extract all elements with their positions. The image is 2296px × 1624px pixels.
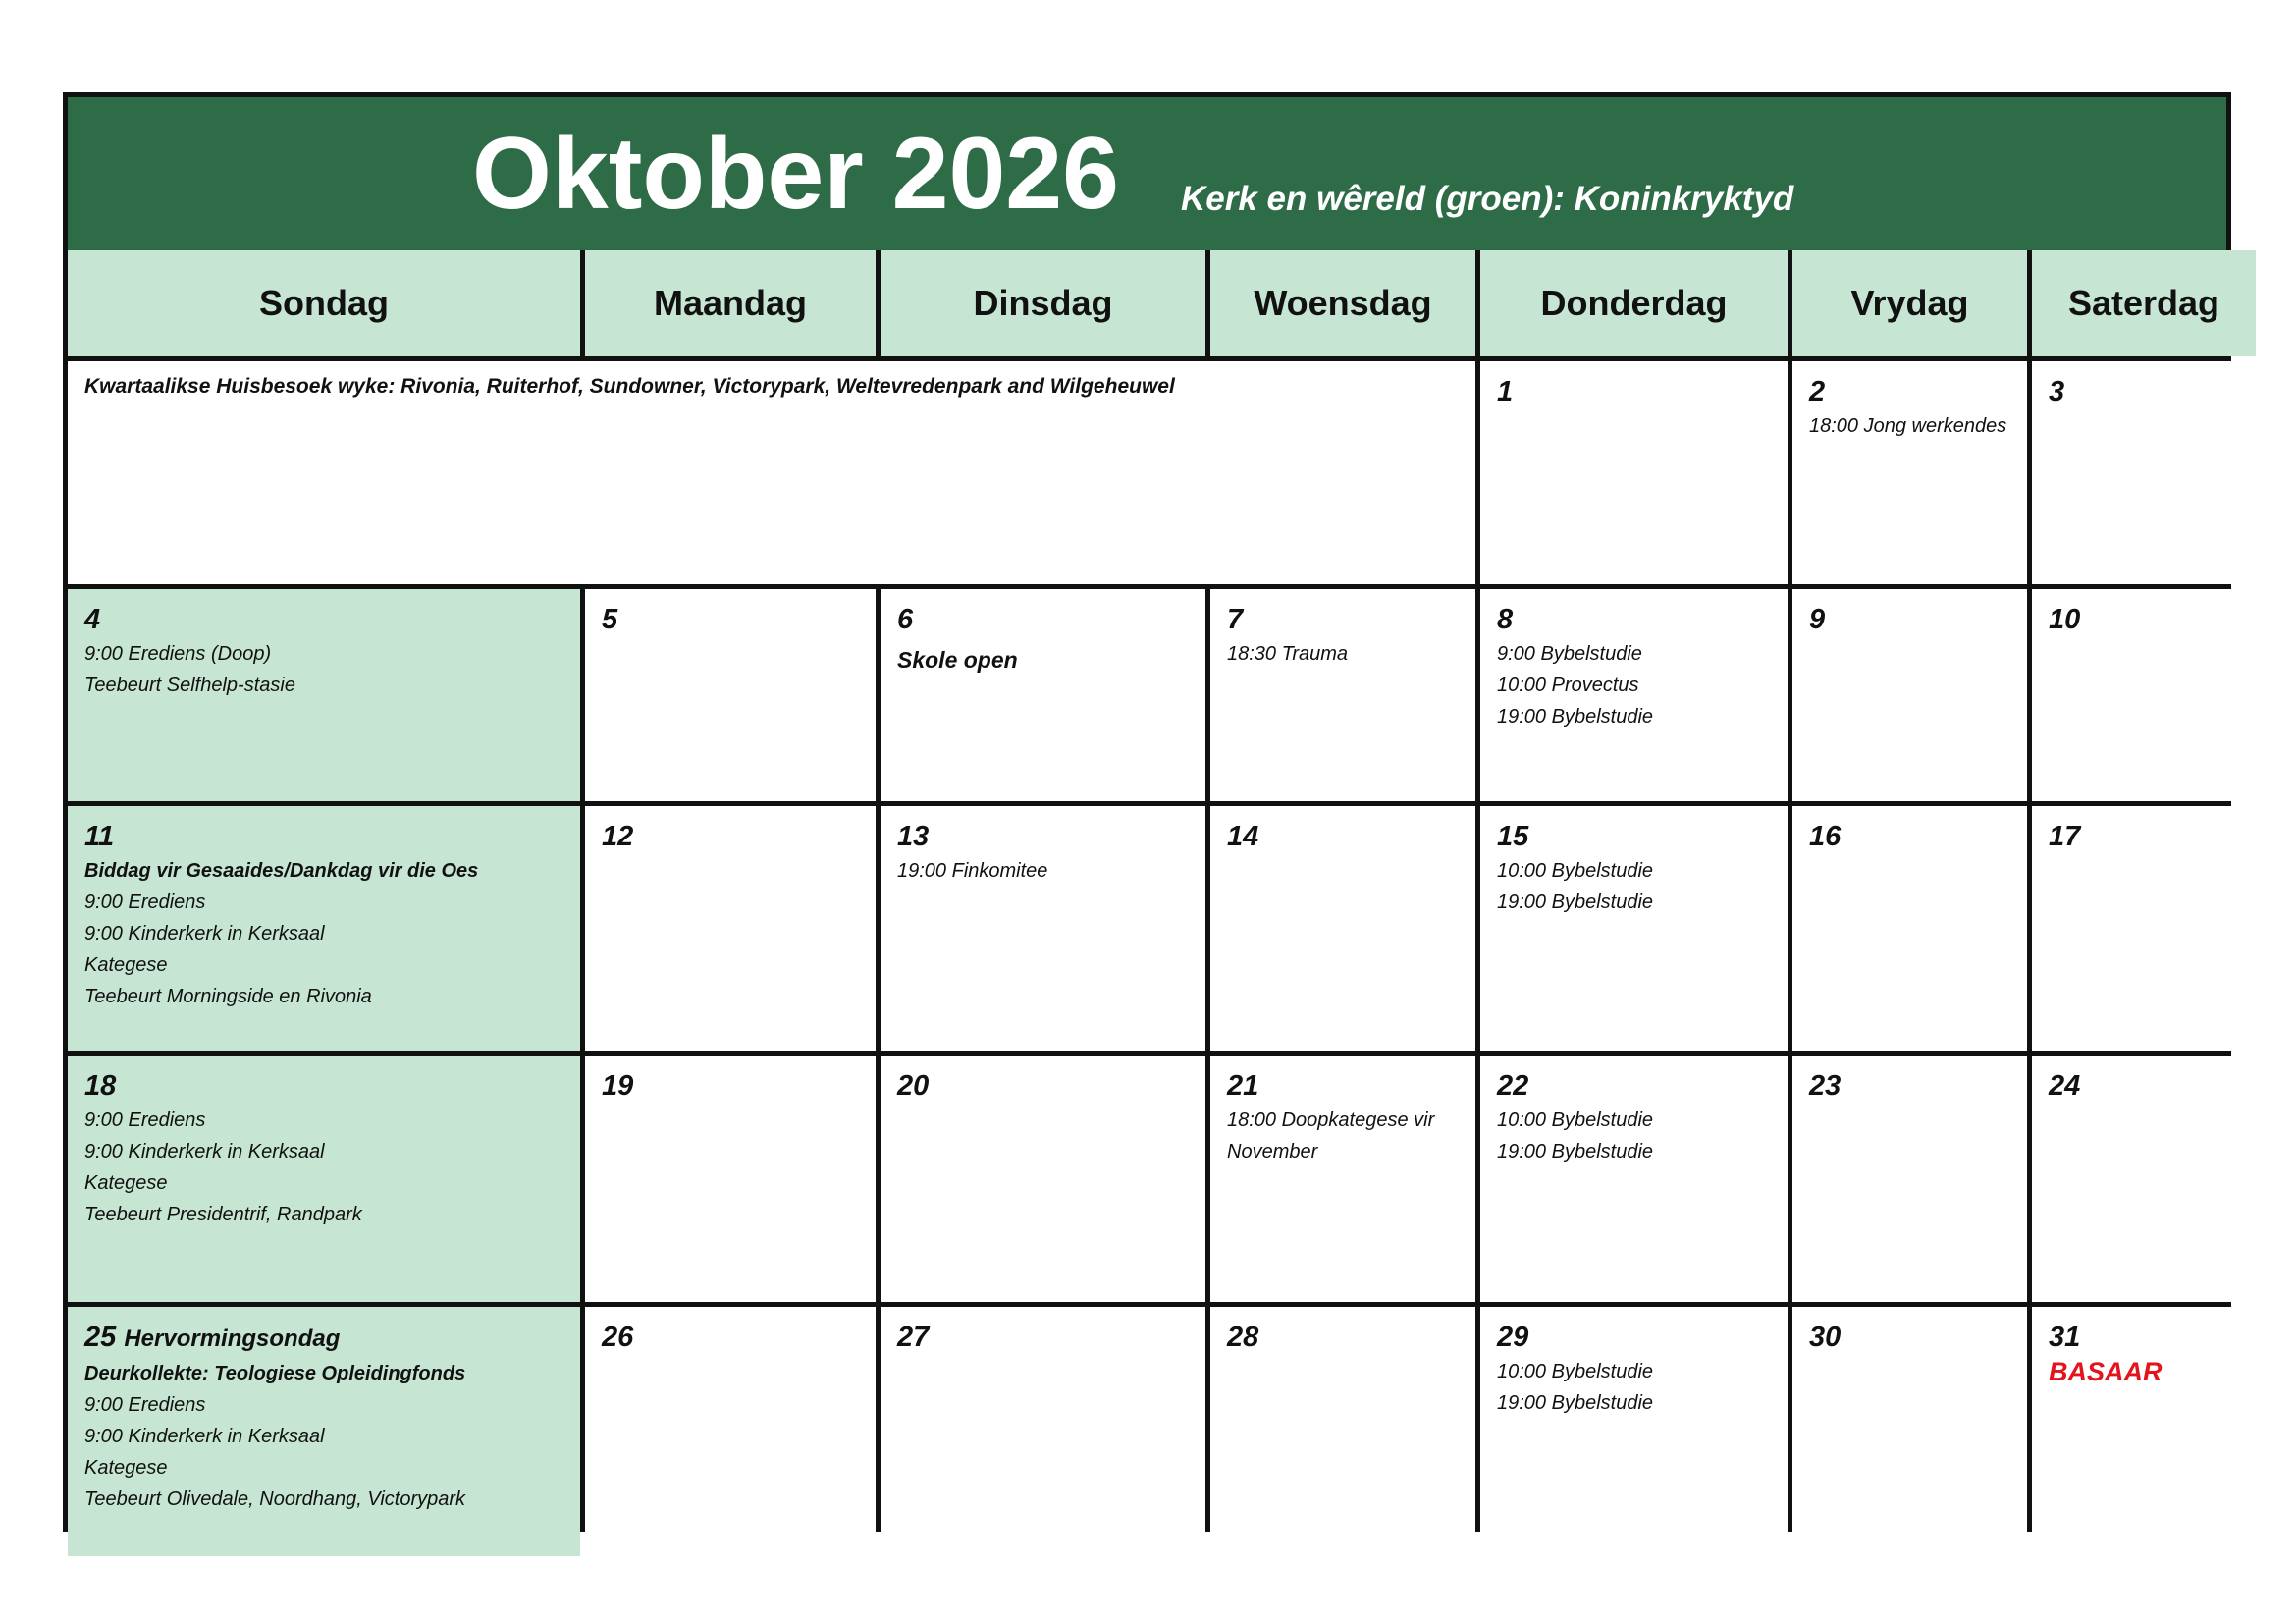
day-cell-24[interactable] bbox=[2032, 1056, 2256, 1302]
event-item: Teebeurt Presidentrif, Randpark bbox=[84, 1204, 362, 1225]
event-item: Teebeurt Morningside en Rivonia bbox=[84, 986, 372, 1007]
day-number-text: 23 bbox=[1809, 1070, 1842, 1102]
event-item: 9:00 Kinderkerk in Kerksaal bbox=[84, 1426, 325, 1447]
day-number bbox=[2049, 601, 2239, 638]
day-cell-9[interactable] bbox=[1792, 589, 2027, 801]
day-number bbox=[1497, 601, 1771, 638]
day-number bbox=[2049, 1067, 2239, 1105]
event-item: BASAAR bbox=[2049, 1357, 2163, 1386]
day-number bbox=[897, 1319, 1189, 1356]
day-number-text: 26 bbox=[602, 1322, 634, 1353]
event-item: 9:00 Bybelstudie bbox=[1497, 643, 1642, 665]
day-number-text: 16 bbox=[1809, 821, 1842, 852]
calendar-grid bbox=[68, 250, 2226, 1527]
day-number-text: 29 bbox=[1497, 1322, 1529, 1353]
day-number-text: 2 bbox=[1809, 376, 1826, 407]
day-cell-30[interactable] bbox=[1792, 1307, 2027, 1556]
liturgical-season: Kerk en wêreld (groen): Koninkryktyd bbox=[1181, 180, 1794, 218]
event-item: 9:00 Kinderkerk in Kerksaal bbox=[84, 1141, 325, 1163]
day-cell-16[interactable] bbox=[1792, 806, 2027, 1051]
event-item: 19:00 Bybelstudie bbox=[1497, 892, 1654, 913]
day-cell-25[interactable] bbox=[68, 1307, 580, 1556]
day-number bbox=[602, 818, 859, 855]
event-item: Teebeurt Olivedale, Noordhang, Victorypark bbox=[84, 1489, 466, 1510]
day-cell-17[interactable] bbox=[2032, 806, 2256, 1051]
day-number-text: 12 bbox=[602, 821, 634, 852]
day-number-text: 15 bbox=[1497, 821, 1529, 852]
day-cell-27[interactable] bbox=[881, 1307, 1205, 1556]
event-item: 19:00 Bybelstudie bbox=[1497, 1392, 1654, 1414]
weekday-header-sondag: Sondag bbox=[68, 250, 580, 356]
month-title: Oktober 2026 bbox=[472, 117, 1119, 231]
day-number bbox=[1497, 1067, 1771, 1105]
day-number bbox=[84, 1319, 563, 1358]
day-number-text: 28 bbox=[1227, 1322, 1259, 1353]
event-item: Deurkollekte: Teologiese Opleidingfonds bbox=[84, 1363, 466, 1384]
day-cell-11[interactable] bbox=[68, 806, 580, 1051]
day-number bbox=[2049, 818, 2239, 855]
event-item: 19:00 Bybelstudie bbox=[1497, 706, 1654, 728]
weekday-header-maandag: Maandag bbox=[585, 250, 876, 356]
event-item: 10:00 Provectus bbox=[1497, 675, 1639, 696]
day-number-text: 19 bbox=[602, 1070, 634, 1102]
event-item: 9:00 Kinderkerk in Kerksaal bbox=[84, 923, 325, 945]
day-cell-8[interactable] bbox=[1480, 589, 1788, 801]
day-number-text: 22 bbox=[1497, 1070, 1529, 1102]
day-cell-28[interactable] bbox=[1210, 1307, 1475, 1556]
event-item: 19:00 Bybelstudie bbox=[1497, 1141, 1654, 1163]
day-number-text: 11 bbox=[84, 821, 115, 852]
day-number-text: 13 bbox=[897, 821, 930, 852]
day-number bbox=[2049, 373, 2239, 410]
day-number-text: 17 bbox=[2049, 821, 2081, 852]
event-item: 9:00 Erediens bbox=[84, 1394, 206, 1416]
day-number bbox=[1227, 1067, 1459, 1105]
day-cell-23[interactable] bbox=[1792, 1056, 2027, 1302]
event-item: 19:00 Finkomitee bbox=[897, 860, 1048, 882]
day-number bbox=[897, 601, 1189, 638]
day-number bbox=[84, 1067, 563, 1105]
weekday-header-woensdag: Woensdag bbox=[1210, 250, 1475, 356]
day-number bbox=[1497, 373, 1771, 410]
day-number-text: 8 bbox=[1497, 604, 1514, 635]
day-number bbox=[1809, 1319, 2010, 1356]
day-number-text: 25 bbox=[84, 1322, 117, 1353]
day-cell-4[interactable] bbox=[68, 589, 580, 801]
event-item: 10:00 Bybelstudie bbox=[1497, 860, 1654, 882]
day-number-text: 6 bbox=[897, 604, 914, 635]
day-number bbox=[1497, 818, 1771, 855]
event-item: Biddag vir Gesaaides/Dankdag vir die Oes bbox=[84, 860, 479, 882]
day-number bbox=[1227, 1319, 1459, 1356]
day-number bbox=[1809, 601, 2010, 638]
day-cell-3[interactable] bbox=[2032, 361, 2256, 584]
day-number bbox=[84, 601, 563, 638]
day-cell-5[interactable] bbox=[585, 589, 876, 801]
day-number-text: 24 bbox=[2049, 1070, 2081, 1102]
event-item: Kategese bbox=[84, 954, 168, 976]
day-cell-21[interactable] bbox=[1210, 1056, 1475, 1302]
day-number-text: 3 bbox=[2049, 376, 2065, 407]
day-number-text: 1 bbox=[1497, 376, 1514, 407]
day-cell-15[interactable] bbox=[1480, 806, 1788, 1051]
day-cell-20[interactable] bbox=[881, 1056, 1205, 1302]
day-cell-2[interactable] bbox=[1792, 361, 2027, 584]
event-item: Teebeurt Selfhelp-stasie bbox=[84, 675, 295, 696]
day-number-text: 4 bbox=[84, 604, 101, 635]
day-number bbox=[1809, 1067, 2010, 1105]
day-number bbox=[602, 1067, 859, 1105]
event-item: 18:00 Jong werkendes bbox=[1809, 415, 2007, 437]
day-number bbox=[1809, 818, 2010, 855]
event-item: 10:00 Bybelstudie bbox=[1497, 1110, 1654, 1131]
event-item: 9:00 Erediens (Doop) bbox=[84, 643, 272, 665]
day-number-text: 10 bbox=[2049, 604, 2081, 635]
event-item: Kategese bbox=[84, 1172, 168, 1194]
day-number-text: 31 bbox=[2049, 1322, 2081, 1353]
day-number-text: 30 bbox=[1809, 1322, 1842, 1353]
day-cell-7[interactable] bbox=[1210, 589, 1475, 801]
day-cell-26[interactable] bbox=[585, 1307, 876, 1556]
calendar-header bbox=[68, 97, 2226, 250]
day-cell-18[interactable] bbox=[68, 1056, 580, 1302]
day-number-text: 27 bbox=[897, 1322, 930, 1353]
day-number-text: 5 bbox=[602, 604, 618, 635]
event-item: 10:00 Bybelstudie bbox=[1497, 1361, 1654, 1382]
event-item: 18:30 Trauma bbox=[1227, 643, 1349, 665]
day-cell-31[interactable] bbox=[2032, 1307, 2256, 1556]
day-number-text: 14 bbox=[1227, 821, 1259, 852]
day-number bbox=[84, 818, 563, 855]
day-cell-6[interactable] bbox=[881, 589, 1205, 801]
day-number-text: 18 bbox=[84, 1070, 117, 1102]
day-number bbox=[2049, 1319, 2239, 1356]
event-item: Kategese bbox=[84, 1457, 168, 1479]
calendar bbox=[63, 92, 2231, 1532]
quarterly-visits-note-cell bbox=[68, 361, 1475, 584]
day-number bbox=[1809, 373, 2010, 410]
day-cell-22[interactable] bbox=[1480, 1056, 1788, 1302]
day-number bbox=[1227, 601, 1459, 638]
day-number bbox=[1497, 1319, 1771, 1356]
day-number bbox=[602, 601, 859, 638]
day-cell-14[interactable] bbox=[1210, 806, 1475, 1051]
day-number-text: 7 bbox=[1227, 604, 1244, 635]
day-cell-10[interactable] bbox=[2032, 589, 2256, 801]
day-number bbox=[1227, 818, 1459, 855]
day-number bbox=[602, 1319, 859, 1356]
weekday-header-dinsdag: Dinsdag bbox=[881, 250, 1205, 356]
event-item: Skole open bbox=[897, 647, 1018, 673]
day-cell-13[interactable] bbox=[881, 806, 1205, 1051]
day-title: Hervormingsondag bbox=[124, 1326, 341, 1352]
event-item: 9:00 Erediens bbox=[84, 1110, 206, 1131]
weekday-header-vrydag: Vrydag bbox=[1792, 250, 2027, 356]
day-number-text: 20 bbox=[897, 1070, 930, 1102]
day-cell-19[interactable] bbox=[585, 1056, 876, 1302]
day-cell-12[interactable] bbox=[585, 806, 876, 1051]
day-number bbox=[897, 818, 1189, 855]
day-cell-1[interactable] bbox=[1480, 361, 1788, 584]
event-item: 18:00 Doopkategese vir November bbox=[1227, 1110, 1435, 1163]
day-number-text: 21 bbox=[1227, 1070, 1259, 1102]
day-number-text: 9 bbox=[1809, 604, 1826, 635]
weekday-header-saterdag: Saterdag bbox=[2032, 250, 2256, 356]
weekday-header-donderdag: Donderdag bbox=[1480, 250, 1788, 356]
day-cell-29[interactable] bbox=[1480, 1307, 1788, 1556]
event-item: 9:00 Erediens bbox=[84, 892, 206, 913]
quarterly-visits-note: Kwartaalikse Huisbesoek wyke: Rivonia, Ruiterhof, Sundowner, Victorypark, Weltevredenpark and Wilgeheuwel bbox=[84, 375, 1175, 398]
day-number bbox=[897, 1067, 1189, 1105]
